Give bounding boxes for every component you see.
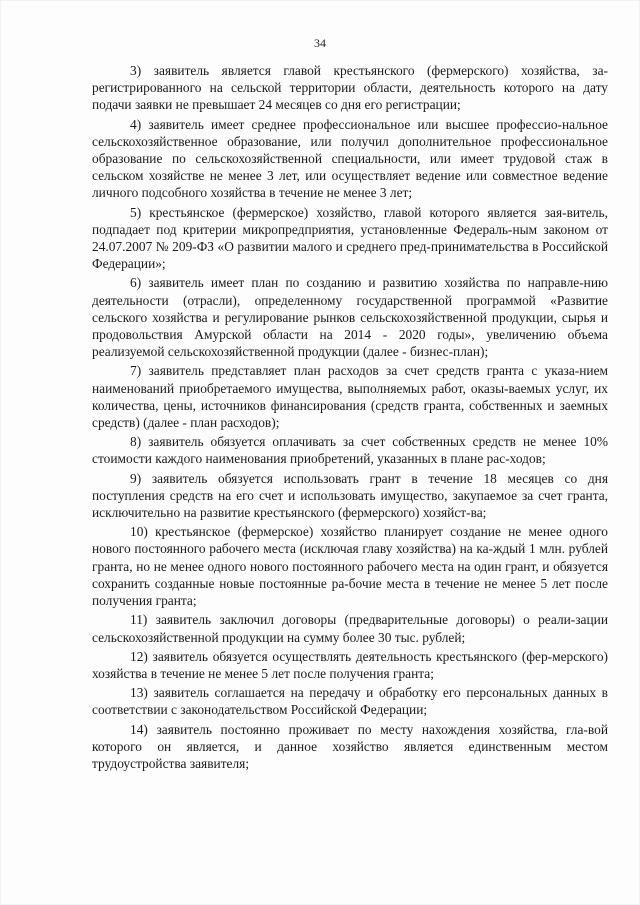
paragraph-item-12: 12) заявитель обязуется осуществлять деятельность крестьянского (фер-мерского) хозяйства в течение не менее 5 лет после получения гранта;	[92, 648, 608, 681]
paragraph-item-11: 11) заявитель заключил договоры (предварительные договоры) о реали-зации сельскохозяйственной продукции на сумму более 30 тыс. рублей;	[92, 612, 608, 645]
page-number: 34	[314, 36, 326, 50]
paragraph-item-6: 6) заявитель имеет план по созданию и развитию хозяйства по направле-нию деятельности (отрасли), определенному государственной программой «Развитие сельского хозяйства и регулирование рынков сельскохозяйственной продукции, сырья и продовольствия Амурской области на 2014 - 2020 годы», увеличению объема реализуемой сельскохозяйственной продукции (далее - бизнес-план);	[92, 275, 608, 360]
document-body	[92, 62, 608, 772]
paragraph-item-13: 13) заявитель соглашается на передачу и обработку его персональных данных в соответствии с законодательством Российской Федерации;	[92, 685, 608, 718]
paragraph-item-4: 4) заявитель имеет среднее профессиональное или высшее профессио-нальное сельскохозяйственное образование, или получил дополнительное профессиональное образование по сельскохозяйственной специальности, или имеет трудовой стаж в сельском хозяйстве не менее 3 лет, или осуществляет ведение или совместное ведение личного подсобного хозяйства в течение не менее 3 лет;	[92, 116, 608, 201]
paragraph-item-8: 8) заявитель обязуется оплачивать за счет собственных средств не менее 10% стоимости каждого наименования приобретений, указанных в плане рас-ходов;	[92, 434, 608, 467]
paragraph-item-3: 3) заявитель является главой крестьянского (фермерского) хозяйства, за-регистрированного на сельской территории области, деятельность которого на дату подачи заявки не превышает 24 месяцев со дня его регистрации;	[92, 63, 608, 113]
paragraph-item-14: 14) заявитель постоянно проживает по месту нахождения хозяйства, гла-вой которого он является, и данное хозяйство является единственным местом трудоустройства заявителя;	[92, 721, 608, 771]
paragraph-item-10: 10) крестьянское (фермерское) хозяйство планирует создание не менее одного нового постоянного рабочего места (исключая главу хозяйства) на ка-ждый 1 млн. рублей гранта, но не менее одного нового постоянного рабочего места на один грант, и обязуется сохранить созданные новые постоянные ра-бочие места в течение не менее 5 лет после получения гранта;	[92, 524, 608, 609]
paragraph-item-5: 5) крестьянское (фермерское) хозяйство, главой которого является зая-витель, подпадает под критерии микропредприятия, установленные Федераль-ным законом от 24.07.2007 № 209-ФЗ «О развитии малого и среднего пред-принимательства в Российской Федерации»;	[92, 204, 608, 272]
paragraph-item-9: 9) заявитель обязуется использовать грант в течение 18 месяцев со дня поступления средств на его счет и использовать имущество, закупаемое за счет гранта, исключительно на развитие крестьянского (фермерского) хозяйст-ва;	[92, 470, 608, 521]
paragraph-item-7: 7) заявитель представляет план расходов за счет средств гранта с указа-нием наименований приобретаемого имущества, выполняемых работ, оказы-ваемых услуг, их количества, цены, источников финансирования (средств гранта, собственных и заемных средств) (далее - план расходов);	[92, 363, 608, 431]
